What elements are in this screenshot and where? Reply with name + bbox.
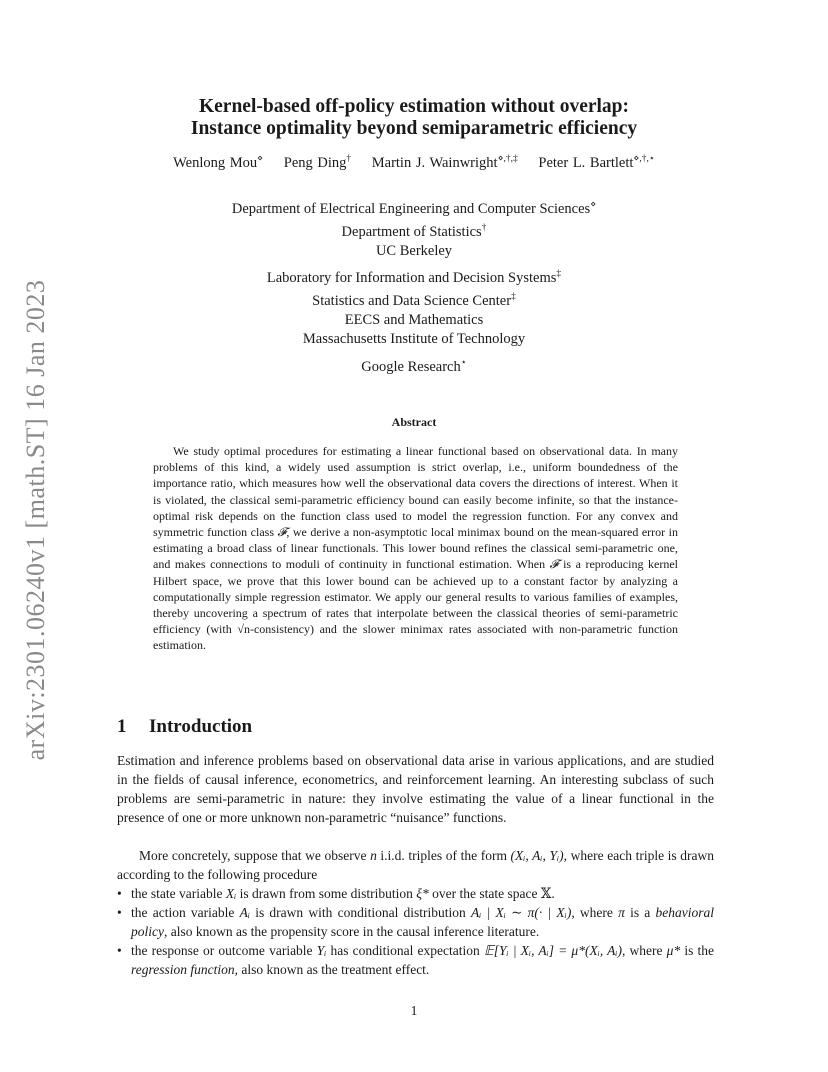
list-item: • the response or outcome variable Yᵢ has conditional expectation 𝔼[Yᵢ | Xᵢ, Aᵢ] = μ*(Xᵢ, Aᵢ), where μ* is the regression function, also known as the treatment effect. xyxy=(117,943,715,977)
author: Peter L. Bartlett⋄,†,⋆ xyxy=(538,154,655,171)
list-item: • the action variable Aᵢ is drawn with conditional distribution Aᵢ | Xᵢ ∼ π(· | Xᵢ), where π is a behavioral policy, also known as the propensity score in the causal inference literature. xyxy=(117,905,715,939)
affiliation-group-berkeley xyxy=(0,196,828,261)
affiliation-group-google xyxy=(0,354,828,377)
bullet-icon: • xyxy=(117,886,122,901)
section-heading xyxy=(117,716,252,738)
affiliation-line: Laboratory for Information and Decision Systems‡ xyxy=(266,269,562,286)
author-mark: ⋄,†,‡ xyxy=(497,154,518,164)
author: Martin J. Wainwright⋄,†,‡ xyxy=(371,154,518,171)
inline-math: (Xᵢ, Aᵢ, Yᵢ) xyxy=(510,848,564,863)
author: Wenlong Mou⋄ xyxy=(173,154,264,171)
function-class-symbol: 𝓕 xyxy=(277,525,287,540)
section-title: Introduction xyxy=(149,716,253,737)
sqrt-n: √n xyxy=(237,622,250,637)
author-mark: ⋄ xyxy=(257,154,264,164)
affiliation-line: Department of Electrical Engineering and Computer Sciences⋄ xyxy=(231,200,597,217)
abstract-text: We study optimal procedures for estimating a linear functional based on observational data. In many problems of this kind, a widely used assumption is strict overlap, i.e., uniform boundedness of the importance ratio, which measures how well the observational data covers the directions of interest. When it is violated, the classical semi-parametric efficiency bound can easily become infinite, so that the instance-optimal risk depends on the function class used to model the regression function. For any convex and symmetric function class 𝓕, we derive a non-asymptotic local minimax bound on the mean-squared error in estimating a broad class of linear functionals. This lower bound refines the classical semi-parametric one, and makes connections to moduli of continuity in functional estimation. When 𝓕 is a reproducing kernel Hilbert space, we prove that this lower bound can be achieved up to a constant factor by analyzing a computationally simple regression estimator. We apply our general results to various families of examples, thereby uncovering a spectrum of rates that interpolate between the classical theories of semi-parametric efficiency (with √n-consistency) and the slower minimax rates associated with non-parametric function estimation. xyxy=(153,444,679,653)
procedure-list xyxy=(117,884,714,979)
affiliation-line: UC Berkeley xyxy=(375,242,453,259)
affiliation-line: Massachusetts Institute of Technology xyxy=(302,330,526,347)
page-number: 1 xyxy=(410,1003,418,1018)
affiliation-line: EECS and Mathematics xyxy=(344,311,484,328)
bullet-icon: • xyxy=(117,943,122,958)
abstract-heading: Abstract xyxy=(391,415,437,429)
affiliation-line: Department of Statistics† xyxy=(341,222,487,240)
author: Peng Ding† xyxy=(283,154,352,171)
author-mark: ⋄,†,⋆ xyxy=(633,154,655,164)
affiliation-line: Google Research⋆ xyxy=(361,358,467,375)
arxiv-stamp: arXiv:2301.06240v1 [math.ST] 16 Jan 2023 xyxy=(21,279,50,761)
author-mark: † xyxy=(346,154,352,164)
inline-math: 𝔼[Yᵢ | Xᵢ, Aᵢ] = μ*(Xᵢ, Aᵢ) xyxy=(483,943,622,958)
affiliation-line: Statistics and Data Science Center‡ xyxy=(312,291,516,309)
affiliation-group-mit xyxy=(0,265,828,349)
emphasized-term: regression function xyxy=(131,962,235,977)
paper-title xyxy=(0,96,828,140)
inline-math: Aᵢ | Xᵢ ∼ π(· | Xᵢ) xyxy=(471,905,572,920)
bullet-icon: • xyxy=(117,905,122,920)
section-number: 1 xyxy=(117,716,127,737)
title-line-1: Kernel-based off-policy estimation without overlap: xyxy=(198,96,630,117)
function-class-symbol: 𝓕 xyxy=(549,557,559,572)
list-item: • the state variable Xᵢ is drawn from some distribution ξ* over the state space 𝕏. xyxy=(117,886,555,901)
emphasized-term: behavioral policy xyxy=(131,905,715,939)
author-list xyxy=(0,153,828,172)
title-line-2: Instance optimality beyond semiparametric efficiency xyxy=(190,118,638,139)
intro-paragraph-1: Estimation and inference problems based on observational data arise in various applications, and are studied in the fields of causal inference, econometrics, and reinforcement learning. An interesting subclass of such problems are semi-parametric in nature: they involve estimating the value of a linear functional in the presence of one or more unknown non-parametric “nuisance” functions. xyxy=(117,753,714,825)
intro-paragraph-2: More concretely, suppose that we observe n i.i.d. triples of the form (Xᵢ, Aᵢ, Yᵢ), where each triple is drawn according to the following procedure xyxy=(117,848,715,882)
